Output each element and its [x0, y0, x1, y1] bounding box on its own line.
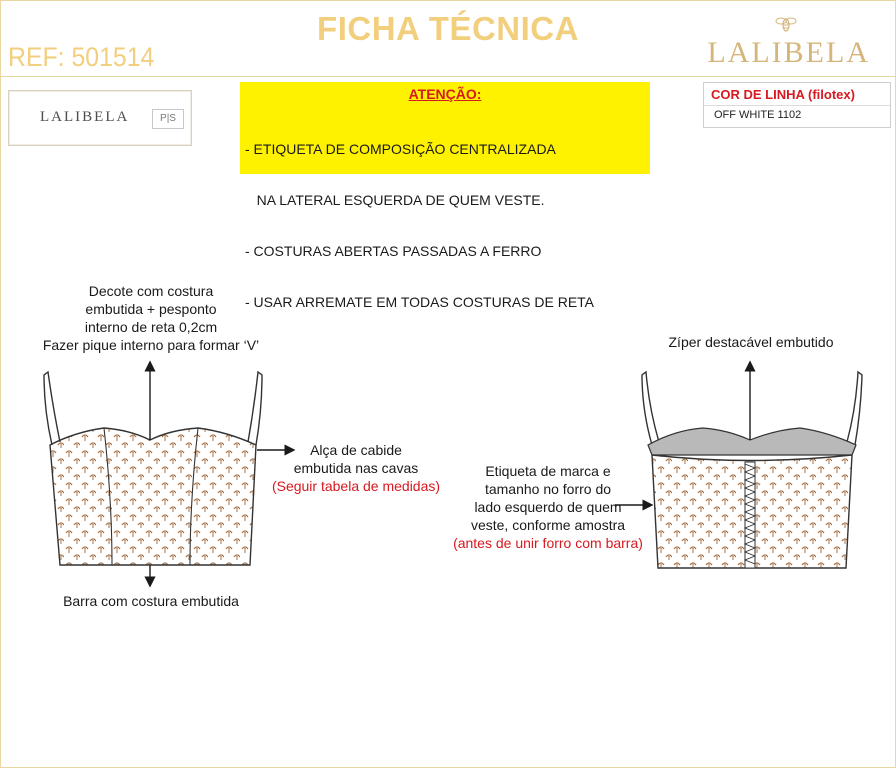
attention-title: ATENÇÃO: [408, 86, 482, 102]
attention-line: NA LATERAL ESQUERDA DE QUEM VESTE. [245, 192, 545, 208]
neckline-note-line: Fazer pique interno para formar ‘V’ [42, 337, 260, 353]
front-body [50, 428, 256, 565]
label-note-line: Etiqueta de marca e [485, 463, 611, 479]
brand-label-text: LALIBELA [40, 109, 130, 125]
thread-color-value: OFF WHITE 1102 [714, 109, 802, 121]
back-left-strap [642, 372, 659, 445]
page-title: FICHA TÉCNICA [317, 10, 579, 47]
neckline-note [20, 282, 282, 354]
zipper-note: Zíper destacável embutido [668, 334, 834, 350]
label-note-line: lado esquerdo de quem [474, 499, 622, 515]
strap-note-line: embutida nas cavas [293, 460, 419, 476]
brand-wordmark: LALIBELA [707, 36, 870, 69]
label-note-warning: (antes de unir forro com barra) [453, 535, 643, 551]
hem-note: Barra com costura embutida [63, 593, 239, 609]
brand-label-tag: P|S [152, 109, 184, 129]
neckline-note-line: embutida + pesponto [85, 301, 217, 317]
strap-note [256, 441, 456, 495]
neckline-note-line: interno de reta 0,2cm [84, 319, 218, 335]
strap-note-line: Alça de cabide [310, 442, 402, 458]
attention-line: - COSTURAS ABERTAS PASSADAS A FERRO [245, 243, 542, 259]
back-lining [648, 428, 856, 455]
back-right-strap [847, 372, 862, 445]
label-note-line: veste, conforme amostra [470, 517, 626, 533]
front-view [44, 366, 290, 582]
right-strap [248, 372, 262, 445]
strap-note-warning: (Seguir tabela de medidas) [271, 478, 441, 494]
attention-line: - USAR ARREMATE EM TODAS COSTURAS DE RETA [245, 294, 595, 310]
neckline-note-line: Decote com costura [88, 283, 214, 299]
label-note-line: tamanho no forro do [484, 481, 612, 497]
reference-code: REF: 501514 [8, 42, 155, 72]
thread-color-title: COR DE LINHA (filotex) [711, 87, 855, 102]
attention-line: - ETIQUETA DE COMPOSIÇÃO CENTRALIZADA [245, 141, 556, 157]
left-strap [44, 372, 60, 445]
label-note [430, 462, 666, 552]
